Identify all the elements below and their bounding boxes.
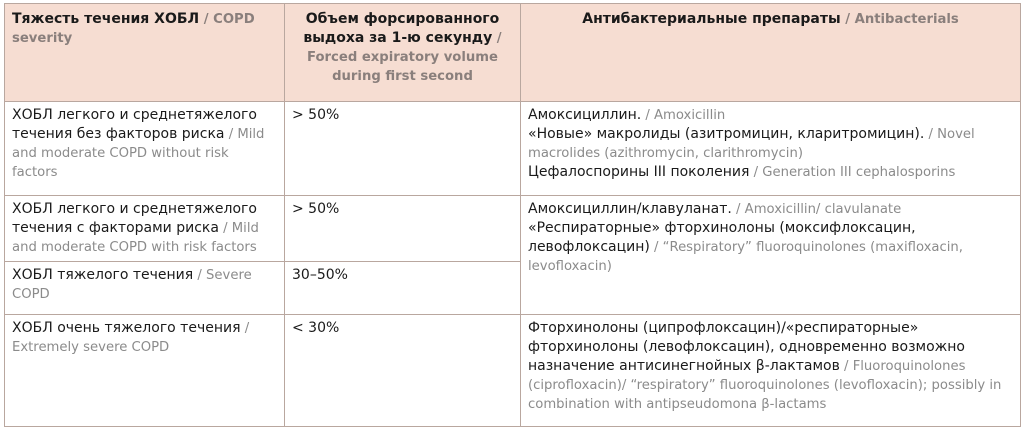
antibacterial-ru: Амоксициллин. <box>528 107 642 123</box>
fev1-value: 30–50% <box>292 267 348 283</box>
antibacterial-item <box>528 319 1013 414</box>
copd-antibacterials-table-container <box>4 3 1020 427</box>
severity-en: Extremely severe COPD <box>12 340 170 355</box>
copd-antibacterials-table <box>4 3 1021 427</box>
severity-cell <box>5 262 285 315</box>
header-row <box>5 4 1021 102</box>
antibacterial-ru: Амоксициллин/клавуланат. <box>528 201 732 217</box>
fev1-cell <box>285 262 521 315</box>
antibacterials-cell <box>521 315 1021 427</box>
antibacterial-ru: «Респираторные» фторхинолоны (моксифлоксацин, левофлоксацин) <box>528 220 916 255</box>
table-row <box>5 315 1021 427</box>
severity-sep: / <box>224 127 238 142</box>
antibacterial-en: Amoxicillin <box>654 108 726 123</box>
fev1-cell <box>285 102 521 196</box>
table-header <box>5 4 1021 102</box>
antibacterial-en: Novel macrolides (azithromycin, clarithromycin) <box>528 127 975 161</box>
fev1-value: > 50% <box>292 107 340 123</box>
antibacterial-item <box>528 106 1013 125</box>
antibacterial-item <box>528 200 1013 219</box>
antibacterial-en: Fluoroquinolones (ciprofloxacin)/ “respiratory” fluoroquinolones (levofloxacin); possibly in combination with antipseudomona β-lactams <box>528 359 1002 412</box>
severity-sep: / <box>218 221 232 236</box>
fev1-cell <box>285 196 521 262</box>
severity-sep: / <box>193 268 207 283</box>
severity-en: Mild and moderate COPD without risk factors <box>12 127 265 180</box>
table-row <box>5 196 1021 262</box>
antibacterial-ru: «Новые» макролиды (азитромицин, кларитромицин). <box>528 126 925 142</box>
fev1-value: > 50% <box>292 201 340 217</box>
antibacterial-item <box>528 125 1013 163</box>
antibacterial-sep: / <box>924 127 938 142</box>
antibacterials-cell <box>521 102 1021 196</box>
antibacterials-cell <box>521 196 1021 315</box>
antibacterial-en: “Respiratory” fluoroquinolones (maxifloxacin, levofloxacin) <box>528 240 963 274</box>
antibacterial-en: Generation III cephalosporins <box>762 165 956 180</box>
header-antibacterials-en: Antibacterials <box>854 12 959 27</box>
antibacterial-sep: / <box>649 240 663 255</box>
antibacterial-ru: Фторхинолоны (ципрофлоксацин)/«респираторные» фторхинолоны (левофлоксацин), одновременно возможно назначение антисинегнойных β-лактамов <box>528 320 965 374</box>
severity-ru: ХОБЛ очень тяжелого течения <box>12 320 241 336</box>
antibacterial-item <box>528 163 1013 182</box>
header-fev1-sep: / <box>492 31 502 46</box>
antibacterial-item <box>528 219 1013 276</box>
header-fev1-ru: Объем форсированного выдоха за 1-ю секунду <box>303 11 500 46</box>
severity-ru: ХОБЛ легкого и среднетяжелого течения без факторов риска <box>12 107 257 142</box>
severity-ru: ХОБЛ легкого и среднетяжелого течения с факторами риска <box>12 201 257 236</box>
header-antibacterials <box>521 4 1021 102</box>
header-severity <box>5 4 285 102</box>
header-severity-sep: / <box>199 12 214 27</box>
header-antibacterials-ru: Антибактериальные препараты <box>582 11 841 27</box>
header-antibacterials-sep: / <box>840 12 855 27</box>
antibacterial-sep: / <box>731 202 745 217</box>
header-severity-ru: Тяжесть течения ХОБЛ <box>12 11 200 27</box>
header-severity-en: COPD severity <box>12 12 255 46</box>
table-row <box>5 102 1021 196</box>
header-fev1 <box>285 4 521 102</box>
antibacterial-sep: / <box>641 108 655 123</box>
fev1-value: < 30% <box>292 320 340 336</box>
severity-cell <box>5 315 285 427</box>
fev1-cell <box>285 315 521 427</box>
severity-sep: / <box>240 321 250 336</box>
severity-cell <box>5 102 285 196</box>
antibacterial-en: Amoxicillin/ clavulanate <box>744 202 902 217</box>
severity-cell <box>5 196 285 262</box>
table-body <box>5 102 1021 427</box>
antibacterial-sep: / <box>749 165 763 180</box>
antibacterial-sep: / <box>839 359 853 374</box>
severity-en: Mild and moderate COPD with risk factors <box>12 221 259 255</box>
severity-ru: ХОБЛ тяжелого течения <box>12 267 194 283</box>
antibacterial-ru: Цефалоспорины III поколения <box>528 164 750 180</box>
severity-en: Severe COPD <box>12 268 252 302</box>
header-fev1-en: Forced expiratory volume during first second <box>307 50 498 84</box>
